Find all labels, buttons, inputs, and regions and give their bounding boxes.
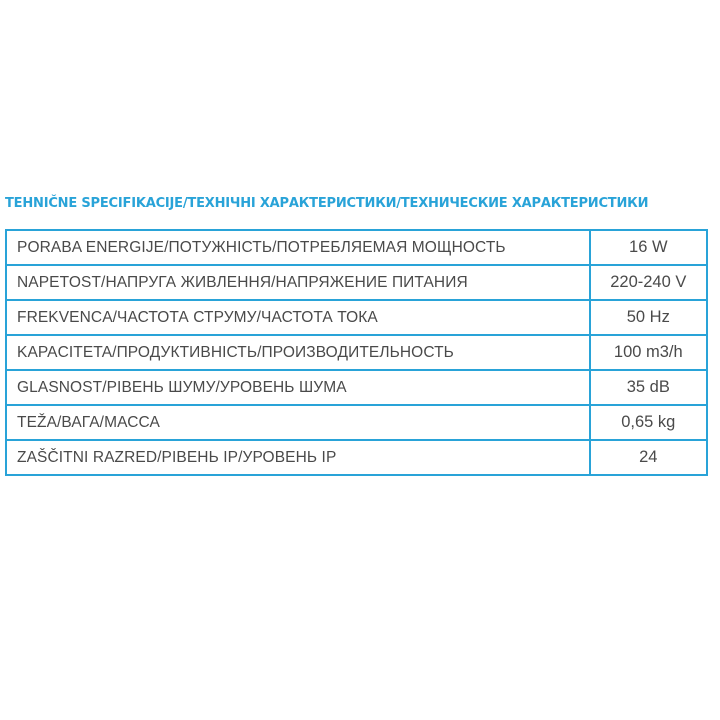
spec-label: GLASNOST/РІВЕНЬ ШУМУ/УРОВЕНЬ ШУМА bbox=[6, 370, 590, 405]
table-row bbox=[6, 370, 707, 405]
spec-value: 220-240 V bbox=[590, 265, 707, 300]
spec-label: NAPETOST/НАПРУГА ЖИВЛЕННЯ/НАПРЯЖЕНИЕ ПИТАНИЯ bbox=[6, 265, 590, 300]
spec-title: TEHNIČNE SPECIFIKACIJE/ТЕХНІЧНІ ХАРАКТЕРИСТИКИ/ТЕХНИЧЕСКИЕ ХАРАКТЕРИСТИКИ bbox=[5, 196, 649, 211]
table-row bbox=[6, 265, 707, 300]
spec-value: 100 m3/h bbox=[590, 335, 707, 370]
spec-value: 16 W bbox=[590, 230, 707, 265]
spec-label: ZAŠČITNI RAZRED/РІВЕНЬ IP/УРОВЕНЬ IP bbox=[6, 440, 590, 475]
spec-label: PORABA ENERGIJE/ПОТУЖНІСТЬ/ПОТРЕБЛЯЕМАЯ МОЩНОСТЬ bbox=[6, 230, 590, 265]
spec-label: TEŽA/ВАГА/МАССА bbox=[6, 405, 590, 440]
table-row bbox=[6, 405, 707, 440]
spec-value: 24 bbox=[590, 440, 707, 475]
spec-label: KAPACITETA/ПРОДУКТИВНІСТЬ/ПРОИЗВОДИТЕЛЬНОСТЬ bbox=[6, 335, 590, 370]
table-row bbox=[6, 300, 707, 335]
table-row bbox=[6, 230, 707, 265]
spec-label: FREKVENCA/ЧАСТОТА СТРУМУ/ЧАСТОТА ТОКА bbox=[6, 300, 590, 335]
spec-table bbox=[5, 229, 708, 476]
spec-value: 0,65 kg bbox=[590, 405, 707, 440]
table-row bbox=[6, 335, 707, 370]
table-row bbox=[6, 440, 707, 475]
spec-value: 35 dB bbox=[590, 370, 707, 405]
spec-value: 50 Hz bbox=[590, 300, 707, 335]
